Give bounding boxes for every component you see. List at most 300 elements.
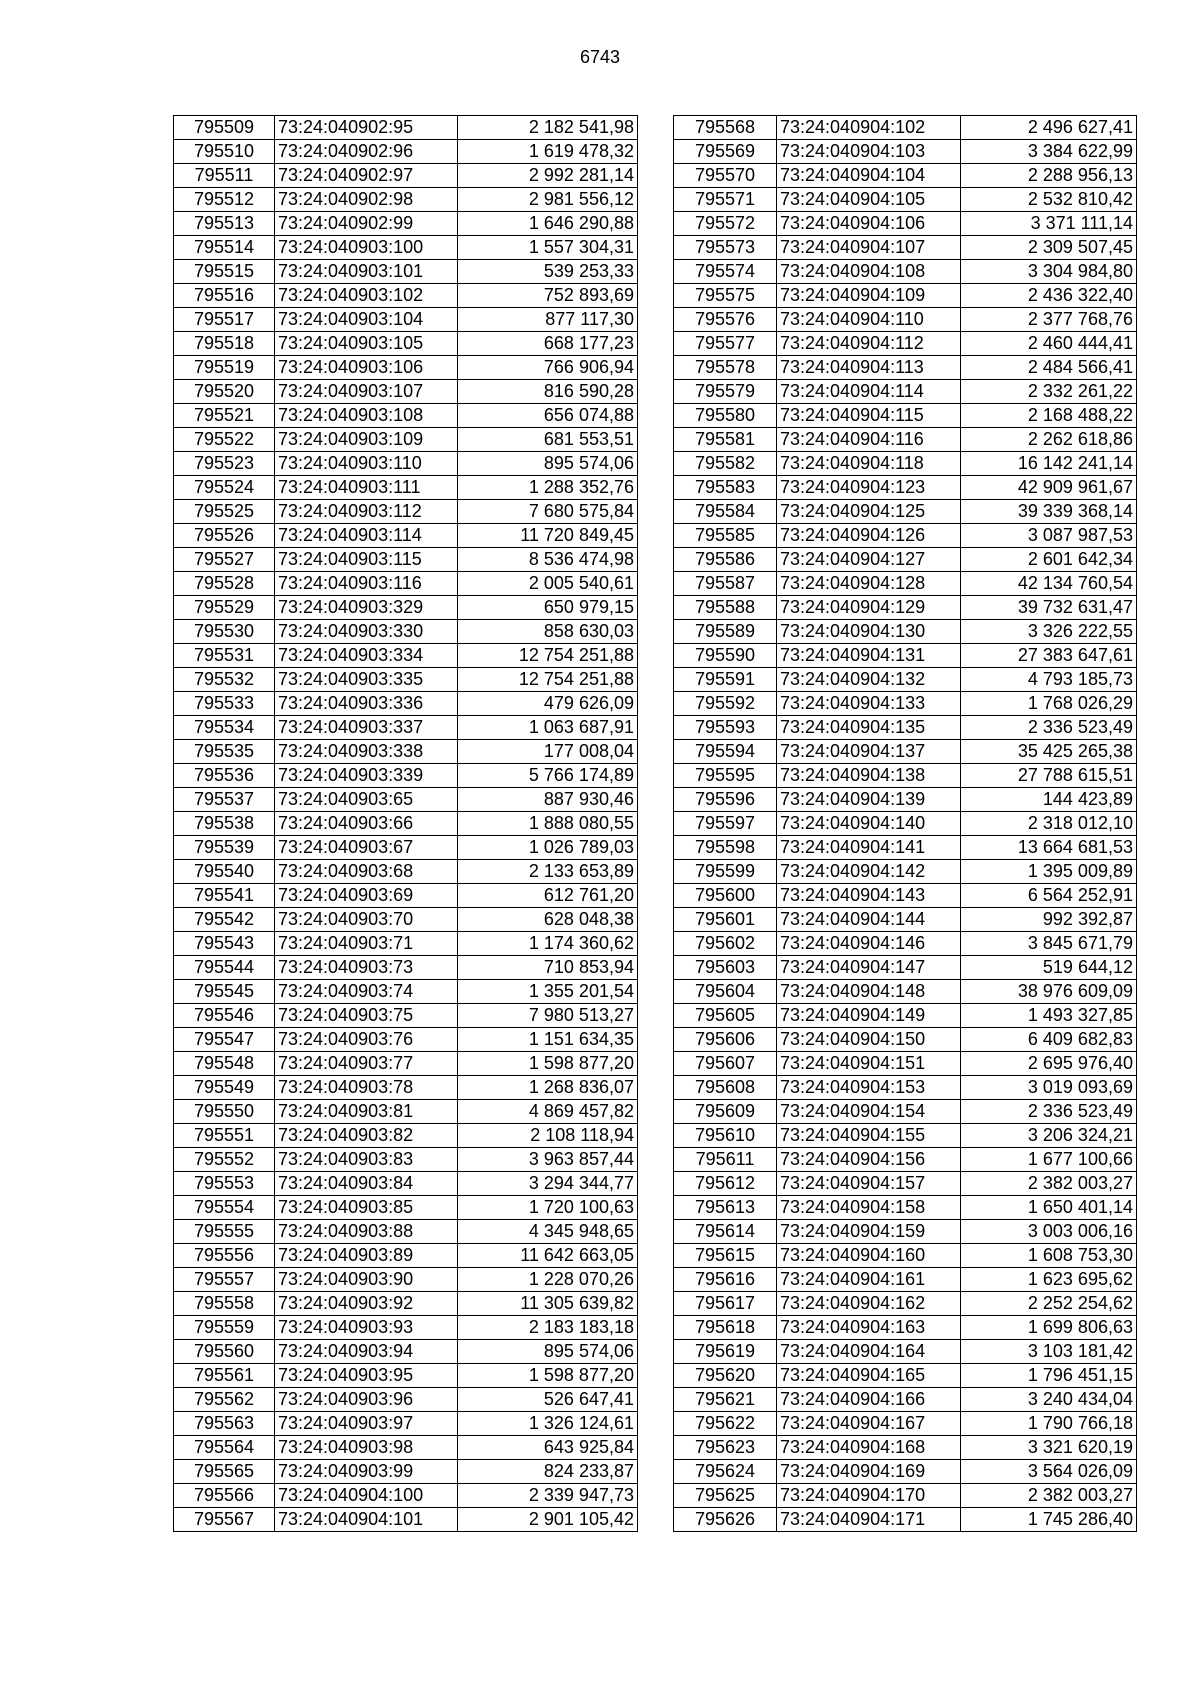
- record-number-cell: 795607: [674, 1052, 777, 1076]
- cadastral-value-cell: 12 754 251,88: [458, 668, 638, 692]
- cadastral-number-cell: 73:24:040903:116: [275, 572, 458, 596]
- cadastral-value-cell: 479 626,09: [458, 692, 638, 716]
- record-number-cell: 795566: [174, 1484, 275, 1508]
- cadastral-number-cell: 73:24:040902:97: [275, 164, 458, 188]
- record-number-cell: 795552: [174, 1148, 275, 1172]
- cadastral-value-cell: 668 177,23: [458, 332, 638, 356]
- cadastral-value-cell: 1 699 806,63: [961, 1316, 1137, 1340]
- cadastral-number-cell: 73:24:040904:164: [777, 1340, 961, 1364]
- cadastral-value-cell: 177 008,04: [458, 740, 638, 764]
- record-number-cell: 795577: [674, 332, 777, 356]
- record-number-cell: 795557: [174, 1268, 275, 1292]
- record-number-cell: 795600: [674, 884, 777, 908]
- record-number-cell: 795615: [674, 1244, 777, 1268]
- table-row: [674, 1004, 1137, 1028]
- left-table-body: [174, 116, 638, 1532]
- record-number-cell: 795589: [674, 620, 777, 644]
- record-number-cell: 795518: [174, 332, 275, 356]
- cadastral-value-cell: 39 339 368,14: [961, 500, 1137, 524]
- cadastral-number-cell: 73:24:040903:67: [275, 836, 458, 860]
- table-row: [674, 1244, 1137, 1268]
- table-row: [174, 284, 638, 308]
- cadastral-number-cell: 73:24:040904:162: [777, 1292, 961, 1316]
- table-row: [174, 1004, 638, 1028]
- record-number-cell: 795610: [674, 1124, 777, 1148]
- cadastral-value-cell: 2 601 642,34: [961, 548, 1137, 572]
- cadastral-value-cell: 2 460 444,41: [961, 332, 1137, 356]
- cadastral-value-cell: 3 963 857,44: [458, 1148, 638, 1172]
- cadastral-value-cell: 2 336 523,49: [961, 716, 1137, 740]
- cadastral-number-cell: 73:24:040904:114: [777, 380, 961, 404]
- cadastral-value-cell: 1 395 009,89: [961, 860, 1137, 884]
- record-number-cell: 795523: [174, 452, 275, 476]
- record-number-cell: 795517: [174, 308, 275, 332]
- cadastral-value-cell: 710 853,94: [458, 956, 638, 980]
- record-number-cell: 795532: [174, 668, 275, 692]
- cadastral-number-cell: 73:24:040904:126: [777, 524, 961, 548]
- cadastral-value-cell: 519 644,12: [961, 956, 1137, 980]
- record-number-cell: 795558: [174, 1292, 275, 1316]
- cadastral-value-cell: 2 436 322,40: [961, 284, 1137, 308]
- cadastral-number-cell: 73:24:040904:156: [777, 1148, 961, 1172]
- record-number-cell: 795547: [174, 1028, 275, 1052]
- table-row: [674, 572, 1137, 596]
- cadastral-value-cell: 877 117,30: [458, 308, 638, 332]
- cadastral-number-cell: 73:24:040903:83: [275, 1148, 458, 1172]
- record-number-cell: 795625: [674, 1484, 777, 1508]
- cadastral-value-cell: 39 732 631,47: [961, 596, 1137, 620]
- cadastral-value-cell: 3 294 344,77: [458, 1172, 638, 1196]
- cadastral-number-cell: 73:24:040904:157: [777, 1172, 961, 1196]
- record-number-cell: 795613: [674, 1196, 777, 1220]
- table-row: [174, 932, 638, 956]
- cadastral-value-cell: 1 326 124,61: [458, 1412, 638, 1436]
- record-number-cell: 795616: [674, 1268, 777, 1292]
- cadastral-number-cell: 73:24:040903:94: [275, 1340, 458, 1364]
- table-row: [174, 668, 638, 692]
- cadastral-value-cell: 1 623 695,62: [961, 1268, 1137, 1292]
- record-number-cell: 795612: [674, 1172, 777, 1196]
- cadastral-value-cell: 2 981 556,12: [458, 188, 638, 212]
- table-row: [174, 1460, 638, 1484]
- cadastral-number-cell: 73:24:040904:133: [777, 692, 961, 716]
- table-row: [674, 1220, 1137, 1244]
- table-row: [674, 788, 1137, 812]
- cadastral-value-cell: 2 496 627,41: [961, 116, 1137, 140]
- record-number-cell: 795546: [174, 1004, 275, 1028]
- record-number-cell: 795606: [674, 1028, 777, 1052]
- cadastral-number-cell: 73:24:040904:159: [777, 1220, 961, 1244]
- cadastral-number-cell: 73:24:040904:108: [777, 260, 961, 284]
- table-row: [174, 1076, 638, 1100]
- cadastral-value-cell: 1 598 877,20: [458, 1052, 638, 1076]
- table-row: [674, 620, 1137, 644]
- record-number-cell: 795609: [674, 1100, 777, 1124]
- table-row: [174, 236, 638, 260]
- table-row: [174, 1148, 638, 1172]
- cadastral-value-cell: 2 339 947,73: [458, 1484, 638, 1508]
- table-row: [174, 1316, 638, 1340]
- cadastral-value-cell: 1 608 753,30: [961, 1244, 1137, 1268]
- record-number-cell: 795576: [674, 308, 777, 332]
- cadastral-value-cell: 2 183 183,18: [458, 1316, 638, 1340]
- record-number-cell: 795556: [174, 1244, 275, 1268]
- record-number-cell: 795514: [174, 236, 275, 260]
- record-number-cell: 795562: [174, 1388, 275, 1412]
- table-row: [674, 1316, 1137, 1340]
- cadastral-number-cell: 73:24:040903:102: [275, 284, 458, 308]
- table-row: [174, 740, 638, 764]
- record-number-cell: 795586: [674, 548, 777, 572]
- cadastral-value-cell: 3 206 324,21: [961, 1124, 1137, 1148]
- cadastral-value-cell: 13 664 681,53: [961, 836, 1137, 860]
- record-number-cell: 795551: [174, 1124, 275, 1148]
- table-row: [174, 1124, 638, 1148]
- cadastral-value-cell: 2 182 541,98: [458, 116, 638, 140]
- cadastral-number-cell: 73:24:040903:108: [275, 404, 458, 428]
- cadastral-value-cell: 11 305 639,82: [458, 1292, 638, 1316]
- cadastral-value-cell: 1 650 401,14: [961, 1196, 1137, 1220]
- record-number-cell: 795593: [674, 716, 777, 740]
- cadastral-number-cell: 73:24:040904:170: [777, 1484, 961, 1508]
- cadastral-value-cell: 2 133 653,89: [458, 860, 638, 884]
- table-row: [674, 1028, 1137, 1052]
- cadastral-number-cell: 73:24:040903:93: [275, 1316, 458, 1340]
- table-row: [174, 1052, 638, 1076]
- cadastral-number-cell: 73:24:040904:166: [777, 1388, 961, 1412]
- cadastral-value-cell: 824 233,87: [458, 1460, 638, 1484]
- cadastral-value-cell: 4 345 948,65: [458, 1220, 638, 1244]
- table-row: [174, 620, 638, 644]
- table-row: [174, 500, 638, 524]
- cadastral-value-cell: 1 268 836,07: [458, 1076, 638, 1100]
- cadastral-value-cell: 1 888 080,55: [458, 812, 638, 836]
- cadastral-number-cell: 73:24:040903:84: [275, 1172, 458, 1196]
- record-number-cell: 795596: [674, 788, 777, 812]
- cadastral-value-cell: 27 788 615,51: [961, 764, 1137, 788]
- cadastral-number-cell: 73:24:040902:98: [275, 188, 458, 212]
- cadastral-number-cell: 73:24:040904:135: [777, 716, 961, 740]
- record-number-cell: 795626: [674, 1508, 777, 1532]
- cadastral-number-cell: 73:24:040903:114: [275, 524, 458, 548]
- table-row: [674, 1412, 1137, 1436]
- record-number-cell: 795535: [174, 740, 275, 764]
- record-number-cell: 795550: [174, 1100, 275, 1124]
- table-row: [674, 404, 1137, 428]
- table-row: [674, 692, 1137, 716]
- cadastral-value-cell: 1 151 634,35: [458, 1028, 638, 1052]
- record-number-cell: 795516: [174, 284, 275, 308]
- record-number-cell: 795602: [674, 932, 777, 956]
- cadastral-number-cell: 73:24:040904:104: [777, 164, 961, 188]
- record-number-cell: 795522: [174, 428, 275, 452]
- record-number-cell: 795622: [674, 1412, 777, 1436]
- table-row: [174, 476, 638, 500]
- table-row: [674, 1292, 1137, 1316]
- table-row: [174, 956, 638, 980]
- table-row: [674, 356, 1137, 380]
- cadastral-number-cell: 73:24:040904:107: [777, 236, 961, 260]
- cadastral-number-cell: 73:24:040903:107: [275, 380, 458, 404]
- record-number-cell: 795571: [674, 188, 777, 212]
- cadastral-number-cell: 73:24:040904:132: [777, 668, 961, 692]
- cadastral-value-cell: 1 619 478,32: [458, 140, 638, 164]
- cadastral-number-cell: 73:24:040902:99: [275, 212, 458, 236]
- cadastral-value-cell: 27 383 647,61: [961, 644, 1137, 668]
- table-row: [674, 1100, 1137, 1124]
- record-number-cell: 795624: [674, 1460, 777, 1484]
- cadastral-number-cell: 73:24:040904:112: [777, 332, 961, 356]
- table-row: [674, 1124, 1137, 1148]
- cadastral-number-cell: 73:24:040902:95: [275, 116, 458, 140]
- table-row: [674, 380, 1137, 404]
- table-row: [674, 1076, 1137, 1100]
- table-row: [674, 716, 1137, 740]
- cadastral-value-cell: 3 564 026,09: [961, 1460, 1137, 1484]
- cadastral-number-cell: 73:24:040904:137: [777, 740, 961, 764]
- cadastral-number-cell: 73:24:040904:151: [777, 1052, 961, 1076]
- cadastral-value-cell: 752 893,69: [458, 284, 638, 308]
- cadastral-value-cell: 2 484 566,41: [961, 356, 1137, 380]
- cadastral-number-cell: 73:24:040904:150: [777, 1028, 961, 1052]
- table-row: [674, 1460, 1137, 1484]
- table-row: [174, 692, 638, 716]
- table-row: [174, 1508, 638, 1532]
- table-row: [174, 860, 638, 884]
- record-number-cell: 795521: [174, 404, 275, 428]
- table-row: [174, 140, 638, 164]
- record-number-cell: 795555: [174, 1220, 275, 1244]
- cadastral-number-cell: 73:24:040904:116: [777, 428, 961, 452]
- cadastral-value-cell: 3 304 984,80: [961, 260, 1137, 284]
- cadastral-number-cell: 73:24:040904:171: [777, 1508, 961, 1532]
- cadastral-value-cell: 11 720 849,45: [458, 524, 638, 548]
- cadastral-number-cell: 73:24:040903:82: [275, 1124, 458, 1148]
- cadastral-value-cell: 895 574,06: [458, 1340, 638, 1364]
- record-number-cell: 795544: [174, 956, 275, 980]
- cadastral-number-cell: 73:24:040904:129: [777, 596, 961, 620]
- record-number-cell: 795608: [674, 1076, 777, 1100]
- table-row: [674, 452, 1137, 476]
- table-row: [674, 308, 1137, 332]
- table-row: [174, 788, 638, 812]
- table-row: [674, 1268, 1137, 1292]
- table-row: [674, 1052, 1137, 1076]
- cadastral-value-cell: 1 598 877,20: [458, 1364, 638, 1388]
- cadastral-value-cell: 3 019 093,69: [961, 1076, 1137, 1100]
- cadastral-value-cell: 1 768 026,29: [961, 692, 1137, 716]
- cadastral-value-cell: 650 979,15: [458, 596, 638, 620]
- record-number-cell: 795623: [674, 1436, 777, 1460]
- table-row: [674, 596, 1137, 620]
- record-number-cell: 795594: [674, 740, 777, 764]
- record-number-cell: 795565: [174, 1460, 275, 1484]
- cadastral-number-cell: 73:24:040904:138: [777, 764, 961, 788]
- record-number-cell: 795584: [674, 500, 777, 524]
- table-row: [174, 1172, 638, 1196]
- record-number-cell: 795553: [174, 1172, 275, 1196]
- record-number-cell: 795590: [674, 644, 777, 668]
- record-number-cell: 795530: [174, 620, 275, 644]
- table-row: [674, 668, 1137, 692]
- cadastral-number-cell: 73:24:040904:143: [777, 884, 961, 908]
- cadastral-value-cell: 1 646 290,88: [458, 212, 638, 236]
- cadastral-number-cell: 73:24:040903:73: [275, 956, 458, 980]
- cadastral-value-cell: 2 992 281,14: [458, 164, 638, 188]
- cadastral-number-cell: 73:24:040903:100: [275, 236, 458, 260]
- cadastral-number-cell: 73:24:040903:329: [275, 596, 458, 620]
- cadastral-value-cell: 1 790 766,18: [961, 1412, 1137, 1436]
- table-row: [674, 212, 1137, 236]
- table-row: [174, 596, 638, 620]
- record-number-cell: 795513: [174, 212, 275, 236]
- cadastral-value-cell: 2 309 507,45: [961, 236, 1137, 260]
- left-table: [173, 115, 638, 1532]
- record-number-cell: 795542: [174, 908, 275, 932]
- cadastral-value-cell: 3 321 620,19: [961, 1436, 1137, 1460]
- record-number-cell: 795511: [174, 164, 275, 188]
- record-number-cell: 795583: [674, 476, 777, 500]
- cadastral-number-cell: 73:24:040904:100: [275, 1484, 458, 1508]
- record-number-cell: 795621: [674, 1388, 777, 1412]
- cadastral-value-cell: 681 553,51: [458, 428, 638, 452]
- cadastral-number-cell: 73:24:040903:98: [275, 1436, 458, 1460]
- table-row: [174, 188, 638, 212]
- record-number-cell: 795599: [674, 860, 777, 884]
- table-row: [174, 1220, 638, 1244]
- cadastral-value-cell: 3 087 987,53: [961, 524, 1137, 548]
- record-number-cell: 795554: [174, 1196, 275, 1220]
- table-row: [674, 1364, 1137, 1388]
- cadastral-value-cell: 1 174 360,62: [458, 932, 638, 956]
- record-number-cell: 795620: [674, 1364, 777, 1388]
- record-number-cell: 795611: [674, 1148, 777, 1172]
- cadastral-number-cell: 73:24:040904:103: [777, 140, 961, 164]
- cadastral-value-cell: 1 557 304,31: [458, 236, 638, 260]
- cadastral-number-cell: 73:24:040903:337: [275, 716, 458, 740]
- table-row: [674, 1436, 1137, 1460]
- cadastral-number-cell: 73:24:040904:130: [777, 620, 961, 644]
- cadastral-number-cell: 73:24:040904:144: [777, 908, 961, 932]
- record-number-cell: 795592: [674, 692, 777, 716]
- cadastral-number-cell: 73:24:040904:165: [777, 1364, 961, 1388]
- cadastral-value-cell: 4 793 185,73: [961, 668, 1137, 692]
- record-number-cell: 795617: [674, 1292, 777, 1316]
- cadastral-number-cell: 73:24:040904:131: [777, 644, 961, 668]
- table-row: [674, 1148, 1137, 1172]
- table-row: [174, 644, 638, 668]
- table-row: [174, 908, 638, 932]
- record-number-cell: 795512: [174, 188, 275, 212]
- table-row: [674, 644, 1137, 668]
- table-row: [174, 1268, 638, 1292]
- cadastral-value-cell: 11 642 663,05: [458, 1244, 638, 1268]
- table-row: [674, 332, 1137, 356]
- table-row: [174, 452, 638, 476]
- cadastral-number-cell: 73:24:040903:66: [275, 812, 458, 836]
- record-number-cell: 795585: [674, 524, 777, 548]
- table-row: [174, 1292, 638, 1316]
- record-number-cell: 795540: [174, 860, 275, 884]
- cadastral-number-cell: 73:24:040904:141: [777, 836, 961, 860]
- table-row: [174, 1100, 638, 1124]
- record-number-cell: 795597: [674, 812, 777, 836]
- table-row: [674, 164, 1137, 188]
- cadastral-number-cell: 73:24:040903:81: [275, 1100, 458, 1124]
- cadastral-number-cell: 73:24:040903:335: [275, 668, 458, 692]
- cadastral-number-cell: 73:24:040903:104: [275, 308, 458, 332]
- table-row: [174, 1436, 638, 1460]
- cadastral-number-cell: 73:24:040903:112: [275, 500, 458, 524]
- cadastral-value-cell: 2 005 540,61: [458, 572, 638, 596]
- cadastral-number-cell: 73:24:040904:106: [777, 212, 961, 236]
- record-number-cell: 795575: [674, 284, 777, 308]
- record-number-cell: 795525: [174, 500, 275, 524]
- cadastral-number-cell: 73:24:040903:78: [275, 1076, 458, 1100]
- cadastral-number-cell: 73:24:040903:338: [275, 740, 458, 764]
- record-number-cell: 795572: [674, 212, 777, 236]
- cadastral-value-cell: 1 063 687,91: [458, 716, 638, 740]
- table-row: [674, 980, 1137, 1004]
- cadastral-value-cell: 3 845 671,79: [961, 932, 1137, 956]
- cadastral-number-cell: 73:24:040904:163: [777, 1316, 961, 1340]
- table-row: [174, 404, 638, 428]
- table-row: [674, 884, 1137, 908]
- table-row: [174, 116, 638, 140]
- cadastral-number-cell: 73:24:040904:146: [777, 932, 961, 956]
- record-number-cell: 795580: [674, 404, 777, 428]
- cadastral-number-cell: 73:24:040903:90: [275, 1268, 458, 1292]
- cadastral-number-cell: 73:24:040904:110: [777, 308, 961, 332]
- record-number-cell: 795598: [674, 836, 777, 860]
- cadastral-value-cell: 3 240 434,04: [961, 1388, 1137, 1412]
- table-row: [174, 884, 638, 908]
- record-number-cell: 795515: [174, 260, 275, 284]
- table-row: [174, 1388, 638, 1412]
- cadastral-number-cell: 73:24:040903:95: [275, 1364, 458, 1388]
- record-number-cell: 795510: [174, 140, 275, 164]
- record-number-cell: 795541: [174, 884, 275, 908]
- cadastral-number-cell: 73:24:040903:339: [275, 764, 458, 788]
- cadastral-number-cell: 73:24:040903:109: [275, 428, 458, 452]
- record-number-cell: 795604: [674, 980, 777, 1004]
- cadastral-number-cell: 73:24:040904:161: [777, 1268, 961, 1292]
- cadastral-number-cell: 73:24:040904:160: [777, 1244, 961, 1268]
- table-row: [174, 1196, 638, 1220]
- cadastral-number-cell: 73:24:040903:330: [275, 620, 458, 644]
- cadastral-number-cell: 73:24:040904:147: [777, 956, 961, 980]
- record-number-cell: 795524: [174, 476, 275, 500]
- cadastral-number-cell: 73:24:040904:140: [777, 812, 961, 836]
- cadastral-value-cell: 6 409 682,83: [961, 1028, 1137, 1052]
- table-row: [674, 1196, 1137, 1220]
- table-row: [174, 332, 638, 356]
- right-table-body: [674, 116, 1137, 1532]
- table-row: [174, 1484, 638, 1508]
- record-number-cell: 795582: [674, 452, 777, 476]
- cadastral-number-cell: 73:24:040904:155: [777, 1124, 961, 1148]
- table-row: [674, 116, 1137, 140]
- table-row: [674, 284, 1137, 308]
- cadastral-number-cell: 73:24:040904:167: [777, 1412, 961, 1436]
- cadastral-value-cell: 144 423,89: [961, 788, 1137, 812]
- table-row: [174, 1412, 638, 1436]
- record-number-cell: 795560: [174, 1340, 275, 1364]
- cadastral-number-cell: 73:24:040904:139: [777, 788, 961, 812]
- table-row: [674, 428, 1137, 452]
- table-row: [174, 260, 638, 284]
- cadastral-number-cell: 73:24:040903:336: [275, 692, 458, 716]
